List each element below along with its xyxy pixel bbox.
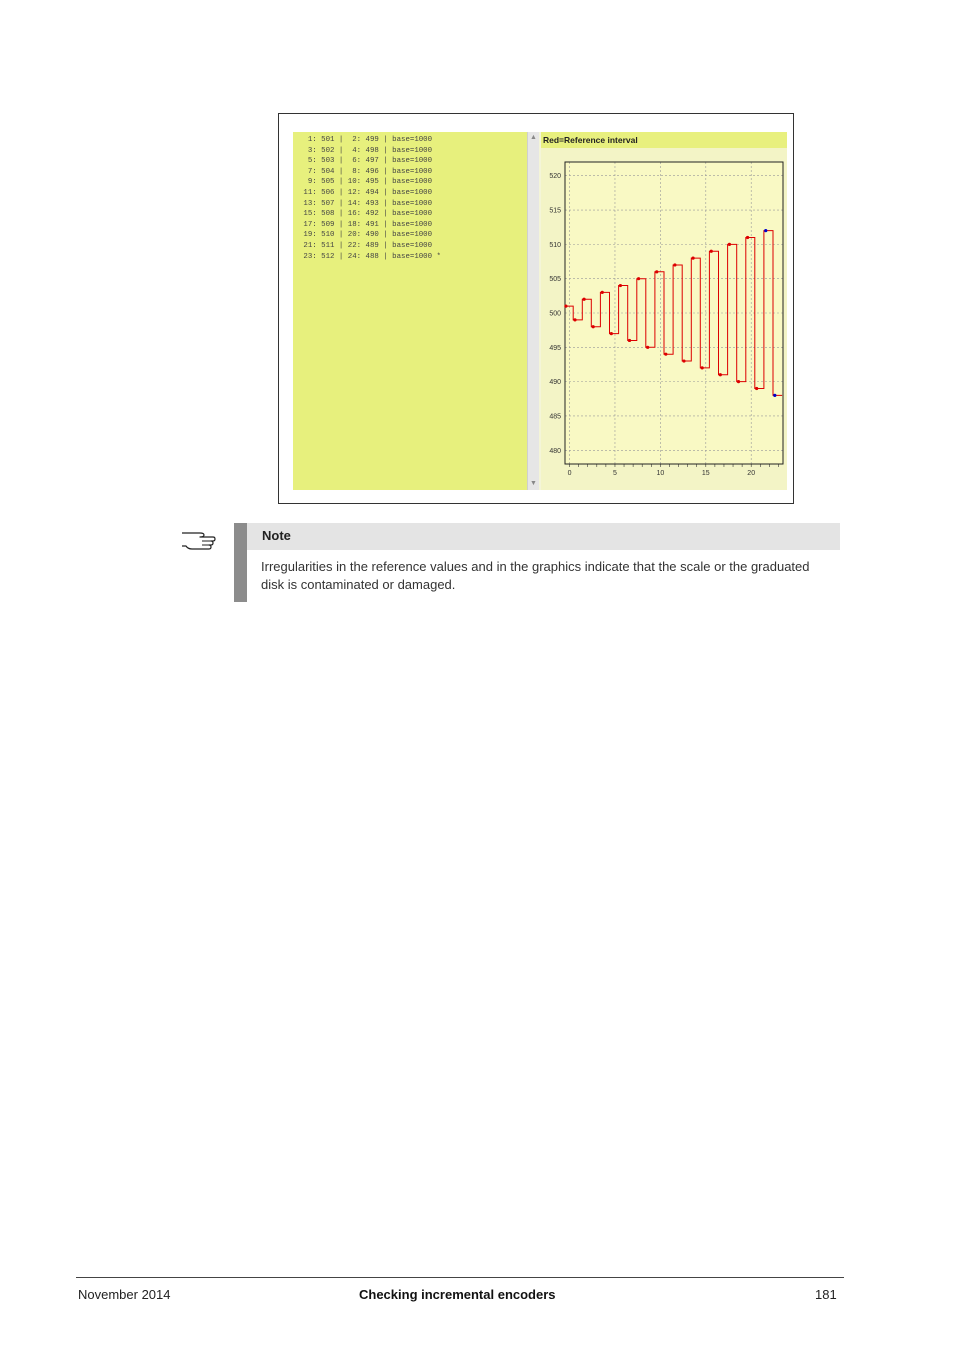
reference-chart-pane [541,132,787,490]
chart-title-bar [541,132,787,148]
log-line: 9: 505 | 10: 495 | base=1000 [299,178,433,187]
data-point [655,270,658,273]
encoder-screenshot [293,132,787,490]
x-tick-label: 5 [613,470,617,477]
footer-date: November 2014 [78,1287,171,1302]
highlight-point [773,394,776,397]
data-point [564,305,567,308]
log-line: 21: 511 | 22: 489 | base=1000 [299,241,433,250]
data-point [592,325,595,328]
data-point [646,346,649,349]
log-line: 7: 504 | 8: 496 | base=1000 [299,167,433,176]
chart-title: Red=Reference interval [543,135,638,145]
data-point [601,291,604,294]
y-tick-label: 505 [549,276,561,284]
data-point [746,236,749,239]
log-line: 5: 503 | 6: 497 | base=1000 [299,157,433,166]
note-title: Note [262,528,291,543]
data-point [691,256,694,259]
pointing-hand-icon [180,524,216,550]
data-point [682,359,685,362]
log-line: 19: 510 | 20: 490 | base=1000 [299,231,433,240]
y-tick-label: 480 [549,447,561,455]
footer-rule [76,1277,844,1278]
x-tick-label: 0 [567,470,572,477]
data-point [728,243,731,246]
data-point [755,387,758,390]
log-line: 1: 501 | 2: 499 | base=1000 [299,136,433,144]
y-tick-label: 495 [549,344,561,352]
x-tick-label: 10 [656,470,665,477]
y-tick-label: 510 [549,241,561,249]
footer-section-title: Checking incremental encoders [359,1287,556,1302]
reference-interval-chart [541,148,787,490]
note-header [247,523,840,550]
log-line: 13: 507 | 14: 493 | base=1000 [299,199,433,208]
y-tick-label: 515 [549,207,561,215]
note-body: Irregularities in the reference values and in the graphics indicate that the scale or the graduated disk is contaminated or damaged. [261,559,810,592]
data-point [737,380,740,383]
log-line: 17: 509 | 18: 491 | base=1000 [299,220,433,229]
data-point [582,298,585,301]
y-tick-label: 490 [549,379,561,387]
x-tick-label: 15 [701,470,710,477]
data-point [628,339,631,342]
note-accent-bar [234,523,247,602]
data-point [719,373,722,376]
scroll-down-arrow-icon[interactable]: ▼ [530,480,537,487]
log-line: 23: 512 | 24: 488 | base=1000 * [299,252,441,261]
scroll-up-arrow-icon[interactable]: ▲ [530,134,537,141]
data-point [573,318,576,321]
y-tick-label: 485 [549,413,561,421]
data-point [637,277,640,280]
log-line: 15: 508 | 16: 492 | base=1000 [299,210,433,219]
data-point [664,353,667,356]
log-line: 11: 506 | 12: 494 | base=1000 [299,188,433,197]
reference-log-pane [293,132,527,490]
data-point [710,250,713,253]
figure-frame [278,113,794,504]
highlight-point [764,229,767,232]
data-point [701,366,704,369]
log-scrollbar[interactable] [527,132,539,490]
data-point [619,284,622,287]
data-point [610,332,613,335]
y-tick-label: 520 [549,173,561,181]
page-number: 181 [815,1287,837,1302]
y-tick-label: 500 [549,310,561,318]
data-point [673,263,676,266]
log-line: 3: 502 | 4: 498 | base=1000 [299,146,433,155]
x-tick-label: 20 [747,470,756,477]
